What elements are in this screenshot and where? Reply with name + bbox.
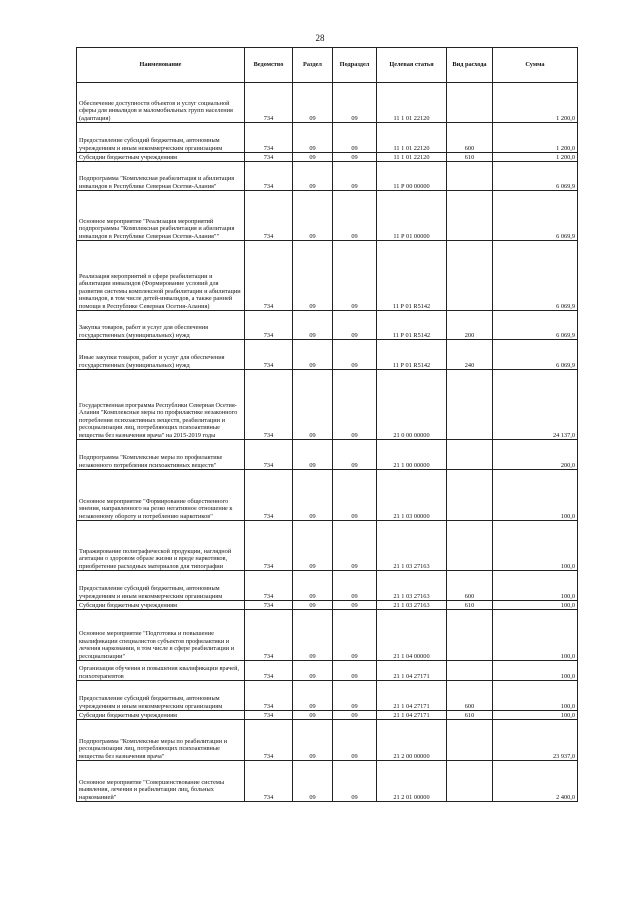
table-row <box>77 191 578 241</box>
header-name: Наименование <box>77 48 245 83</box>
table-row <box>77 83 578 123</box>
row-subsection: 09 <box>333 191 377 241</box>
row-expense-type <box>447 761 493 802</box>
header-section: Раздел <box>293 48 333 83</box>
row-expense-type: 600 <box>447 571 493 601</box>
row-target-article: 11 Р 01 R5142 <box>377 340 447 370</box>
row-department: 734 <box>245 711 293 720</box>
budget-table <box>76 47 578 802</box>
table-row <box>77 661 578 681</box>
row-target-article: 21 1 03 00000 <box>377 470 447 521</box>
row-department: 734 <box>245 601 293 610</box>
row-target-article: 11 Р 01 R5142 <box>377 241 447 311</box>
row-expense-type <box>447 661 493 681</box>
row-target-article: 21 1 04 27171 <box>377 661 447 681</box>
row-target-article: 11 1 01 22120 <box>377 123 447 153</box>
row-section: 09 <box>293 720 333 761</box>
row-amount: 100,0 <box>493 571 578 601</box>
row-target-article: 11 1 01 22120 <box>377 153 447 162</box>
row-section: 09 <box>293 153 333 162</box>
row-name: Основное мероприятие "Подготовка и повышение квалификации специалистов субъектов профилактики и лечения наркомании, в том числе в сфере реабилитации и ресоциализации" <box>77 610 245 661</box>
row-subsection: 09 <box>333 571 377 601</box>
row-department: 734 <box>245 162 293 191</box>
row-target-article: 11 Р 01 00000 <box>377 191 447 241</box>
row-subsection: 09 <box>333 521 377 571</box>
row-target-article: 21 1 04 00000 <box>377 610 447 661</box>
row-section: 09 <box>293 470 333 521</box>
row-expense-type <box>447 370 493 440</box>
row-subsection: 09 <box>333 340 377 370</box>
row-department: 734 <box>245 720 293 761</box>
row-department: 734 <box>245 153 293 162</box>
row-department: 734 <box>245 681 293 711</box>
row-department: 734 <box>245 370 293 440</box>
row-department: 734 <box>245 610 293 661</box>
table-row <box>77 162 578 191</box>
row-expense-type <box>447 241 493 311</box>
row-expense-type: 610 <box>447 711 493 720</box>
row-subsection: 09 <box>333 123 377 153</box>
row-expense-type <box>447 83 493 123</box>
table-row <box>77 681 578 711</box>
row-expense-type: 600 <box>447 123 493 153</box>
row-section: 09 <box>293 521 333 571</box>
row-name: Субсидии бюджетным учреждениям <box>77 711 245 720</box>
table-row <box>77 610 578 661</box>
table-row <box>77 711 578 720</box>
row-department: 734 <box>245 761 293 802</box>
table-row <box>77 470 578 521</box>
table-row <box>77 153 578 162</box>
table-row <box>77 241 578 311</box>
row-section: 09 <box>293 601 333 610</box>
row-expense-type: 610 <box>447 601 493 610</box>
table-row <box>77 601 578 610</box>
row-target-article: 21 2 00 00000 <box>377 720 447 761</box>
table-row <box>77 311 578 340</box>
row-name: Субсидии бюджетным учреждениям <box>77 153 245 162</box>
row-subsection: 09 <box>333 601 377 610</box>
row-expense-type: 600 <box>447 681 493 711</box>
row-amount: 1 200,0 <box>493 153 578 162</box>
table-row <box>77 340 578 370</box>
row-section: 09 <box>293 191 333 241</box>
row-name: Основное мероприятие "Реализация мероприятий подпрограммы "Комплексная реабилитация и абилитация инвалидов в Республике Северная Осетия-Алания"" <box>77 191 245 241</box>
row-department: 734 <box>245 340 293 370</box>
row-target-article: 21 1 03 27163 <box>377 521 447 571</box>
row-target-article: 11 Р 01 R5142 <box>377 311 447 340</box>
row-amount: 24 137,0 <box>493 370 578 440</box>
row-amount: 100,0 <box>493 711 578 720</box>
row-section: 09 <box>293 711 333 720</box>
row-subsection: 09 <box>333 311 377 340</box>
row-name: Субсидии бюджетным учреждениям <box>77 601 245 610</box>
row-amount: 100,0 <box>493 681 578 711</box>
row-section: 09 <box>293 241 333 311</box>
table-row <box>77 720 578 761</box>
row-subsection: 09 <box>333 153 377 162</box>
row-expense-type <box>447 191 493 241</box>
row-subsection: 09 <box>333 761 377 802</box>
header-department: Ведомство <box>245 48 293 83</box>
row-name: Реализация мероприятий в сфере реабилитации и абилитации инвалидов (Формирование условий для развития системы комплексной реабилитации и абилитации инвалидов, в том числе детей-инвалидов, а также ранней помощи в Республике Северная Осетия-Алания) <box>77 241 245 311</box>
row-amount: 1 200,0 <box>493 83 578 123</box>
table-row <box>77 521 578 571</box>
table-row <box>77 370 578 440</box>
row-target-article: 21 1 03 27163 <box>377 601 447 610</box>
row-name: Предоставление субсидий бюджетным, автономным учреждениям и иным некоммерческим организациям <box>77 681 245 711</box>
table-row <box>77 761 578 802</box>
row-subsection: 09 <box>333 711 377 720</box>
row-department: 734 <box>245 521 293 571</box>
row-department: 734 <box>245 241 293 311</box>
row-section: 09 <box>293 661 333 681</box>
row-subsection: 09 <box>333 681 377 711</box>
row-subsection: 09 <box>333 83 377 123</box>
row-department: 734 <box>245 571 293 601</box>
row-subsection: 09 <box>333 720 377 761</box>
header-subsection: Подраздел <box>333 48 377 83</box>
row-amount: 100,0 <box>493 661 578 681</box>
row-name: Подпрограмма "Комплексные меры по профилактике незаконного потребления психоактивных веществ" <box>77 440 245 470</box>
row-department: 734 <box>245 440 293 470</box>
row-amount: 6 069,9 <box>493 311 578 340</box>
row-expense-type: 610 <box>447 153 493 162</box>
row-department: 734 <box>245 191 293 241</box>
row-amount: 100,0 <box>493 601 578 610</box>
row-amount: 1 200,0 <box>493 123 578 153</box>
row-expense-type <box>447 521 493 571</box>
row-expense-type <box>447 720 493 761</box>
row-subsection: 09 <box>333 241 377 311</box>
row-amount: 6 069,9 <box>493 340 578 370</box>
row-expense-type <box>447 470 493 521</box>
row-subsection: 09 <box>333 470 377 521</box>
row-department: 734 <box>245 661 293 681</box>
row-section: 09 <box>293 162 333 191</box>
row-amount: 100,0 <box>493 470 578 521</box>
row-section: 09 <box>293 370 333 440</box>
table-row <box>77 440 578 470</box>
page-number: 28 <box>315 33 325 43</box>
header-expense-type: Вид расхода <box>447 48 493 83</box>
row-department: 734 <box>245 83 293 123</box>
row-expense-type: 240 <box>447 340 493 370</box>
header-amount: Сумма <box>493 48 578 83</box>
row-name: Подпрограмма "Комплексные меры по реабилитации и ресоциализации лиц, потребляющих психоактивные вещества без назначения врача" <box>77 720 245 761</box>
row-name: Предоставление субсидий бюджетным, автономным учреждениям и иным некоммерческим организациям <box>77 123 245 153</box>
row-name: Подпрограмма "Комплексная реабилитация и абилитация инвалидов в Республике Северная Осетия-Алания" <box>77 162 245 191</box>
table-row <box>77 123 578 153</box>
row-section: 09 <box>293 681 333 711</box>
row-target-article: 21 0 00 00000 <box>377 370 447 440</box>
row-section: 09 <box>293 571 333 601</box>
row-section: 09 <box>293 340 333 370</box>
row-target-article: 21 1 03 27163 <box>377 571 447 601</box>
row-name: Государственная программа Республики Северная Осетия-Алания "Комплексные меры по профилактике незаконного потребления психоактивных веществ, реабилитации и ресоциализации лиц, потребляющих психоактивные вещества без назначения врача" на 2015-2019 годы <box>77 370 245 440</box>
row-name: Иные закупки товаров, работ и услуг для обеспечения государственных (муниципальных) нужд <box>77 340 245 370</box>
row-target-article: 11 1 01 22120 <box>377 83 447 123</box>
row-amount: 200,0 <box>493 440 578 470</box>
row-amount: 2 400,0 <box>493 761 578 802</box>
row-section: 09 <box>293 123 333 153</box>
row-subsection: 09 <box>333 370 377 440</box>
row-amount: 6 069,9 <box>493 162 578 191</box>
row-expense-type: 200 <box>447 311 493 340</box>
row-amount: 23 937,0 <box>493 720 578 761</box>
row-department: 734 <box>245 311 293 340</box>
row-subsection: 09 <box>333 440 377 470</box>
row-target-article: 21 1 04 27171 <box>377 681 447 711</box>
row-amount: 100,0 <box>493 521 578 571</box>
row-name: Организация обучения и повышения квалификации врачей, психотерапевтов <box>77 661 245 681</box>
row-subsection: 09 <box>333 610 377 661</box>
row-target-article: 21 1 04 27171 <box>377 711 447 720</box>
row-section: 09 <box>293 440 333 470</box>
row-name: Обеспечение доступности объектов и услуг социальной сферы для инвалидов и маломобильных групп населения (адаптация) <box>77 83 245 123</box>
row-name: Основное мероприятие "Совершенствование системы выявления, лечения и реабилитации лиц, больных наркоманией" <box>77 761 245 802</box>
row-subsection: 09 <box>333 661 377 681</box>
row-expense-type <box>447 440 493 470</box>
row-name: Основное мероприятие "Формирование общественного мнения, направленного на резко негативное отношение к незаконному обороту и потреблению наркотиков" <box>77 470 245 521</box>
row-section: 09 <box>293 83 333 123</box>
row-department: 734 <box>245 470 293 521</box>
row-target-article: 21 1 00 00000 <box>377 440 447 470</box>
header-target-article: Целевая статья <box>377 48 447 83</box>
row-section: 09 <box>293 610 333 661</box>
row-expense-type <box>447 610 493 661</box>
row-expense-type <box>447 162 493 191</box>
row-target-article: 11 Р 00 00000 <box>377 162 447 191</box>
row-target-article: 21 2 01 00000 <box>377 761 447 802</box>
row-name: Предоставление субсидий бюджетным, автономным учреждениям и иным некоммерческим организациям <box>77 571 245 601</box>
row-amount: 6 069,9 <box>493 241 578 311</box>
row-amount: 6 069,9 <box>493 191 578 241</box>
row-name: Закупка товаров, работ и услуг для обеспечения государственных (муниципальных) нужд <box>77 311 245 340</box>
row-section: 09 <box>293 311 333 340</box>
table-row <box>77 571 578 601</box>
row-subsection: 09 <box>333 162 377 191</box>
table-header-row <box>77 48 578 83</box>
row-amount: 100,0 <box>493 610 578 661</box>
row-department: 734 <box>245 123 293 153</box>
row-name: Тиражирование полиграфической продукции, наглядной агитации о здоровом образе жизни и вреде наркотиков, приобретение расходных материалов для типографии <box>77 521 245 571</box>
row-section: 09 <box>293 761 333 802</box>
